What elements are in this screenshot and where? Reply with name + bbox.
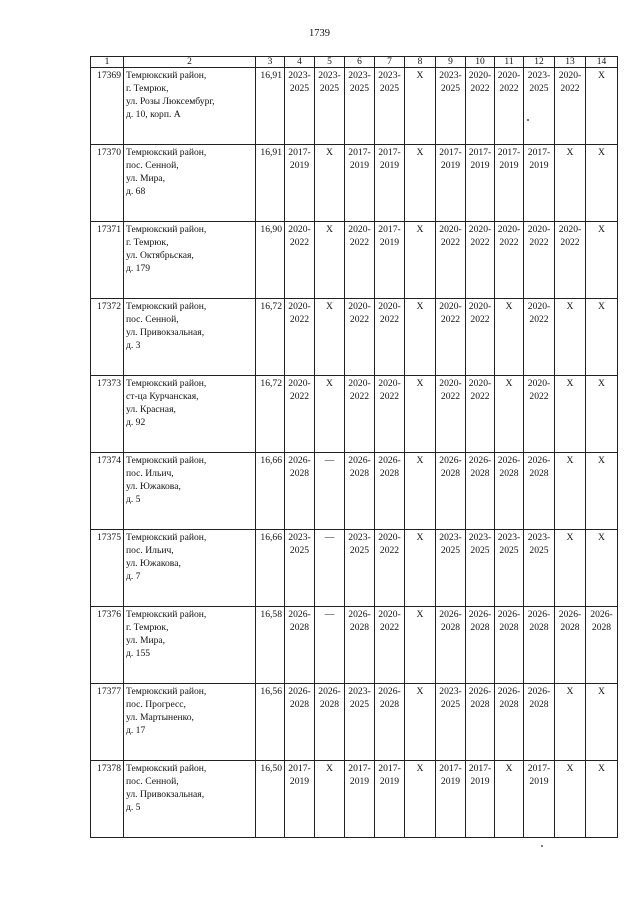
period-cell-col-13: X — [555, 684, 586, 761]
column-number-12: 12 — [524, 57, 555, 68]
period-cell-col-7: 2017- 2019 — [375, 222, 405, 299]
column-number-7: 7 — [375, 57, 405, 68]
table-row — [91, 453, 618, 530]
period-cell-col-5: — — [315, 453, 345, 530]
period-cell-col-8: X — [405, 530, 436, 607]
value-cell: 16,90 — [256, 222, 285, 299]
period-cell-col-5: X — [315, 222, 345, 299]
period-cell-col-8: X — [405, 222, 436, 299]
period-cell-col-10: 2026- 2028 — [466, 684, 495, 761]
value-cell: 16,58 — [256, 607, 285, 684]
period-cell-col-11: 2026- 2028 — [495, 453, 524, 530]
address-cell: Темрюкский район, г. Темрюк, ул. Октябрьская, д. 179 — [124, 222, 256, 299]
period-cell-col-4: 2026- 2028 — [285, 607, 315, 684]
period-cell-col-7: 2020- 2022 — [375, 607, 405, 684]
period-cell-col-12: 2023- 2025 — [524, 530, 555, 607]
period-cell-col-12: 2020- 2022 — [524, 376, 555, 453]
period-cell-col-13: 2026- 2028 — [555, 607, 586, 684]
value-cell: 16,72 — [256, 299, 285, 376]
period-cell-col-8: X — [405, 607, 436, 684]
address-cell: Темрюкский район, пос. Сенной, ул. Привокзальная, д. 5 — [124, 761, 256, 838]
period-cell-col-7: 2020- 2022 — [375, 299, 405, 376]
column-number-11: 11 — [495, 57, 524, 68]
column-number-13: 13 — [555, 57, 586, 68]
period-cell-col-12: 2020- 2022 — [524, 299, 555, 376]
period-cell-col-4: 2017- 2019 — [285, 761, 315, 838]
period-cell-col-5: X — [315, 376, 345, 453]
period-cell-col-9: 2017- 2019 — [436, 145, 466, 222]
period-cell-col-7: 2017- 2019 — [375, 145, 405, 222]
column-number-8: 8 — [405, 57, 436, 68]
period-cell-col-5: — — [315, 607, 345, 684]
row-number-cell: 17370 — [91, 145, 124, 222]
period-cell-col-9: 2023- 2025 — [436, 530, 466, 607]
period-cell-col-9: 2023- 2025 — [436, 68, 466, 145]
table-row — [91, 376, 618, 453]
period-cell-col-14: X — [586, 761, 618, 838]
period-cell-col-12: 2017- 2019 — [524, 145, 555, 222]
period-cell-col-13: 2020- 2022 — [555, 68, 586, 145]
table-row — [91, 607, 618, 684]
row-number-cell: 17375 — [91, 530, 124, 607]
table-row — [91, 761, 618, 838]
period-cell-col-10: 2020- 2022 — [466, 222, 495, 299]
value-cell: 16,72 — [256, 376, 285, 453]
row-number-cell: 17378 — [91, 761, 124, 838]
period-cell-col-4: 2020- 2022 — [285, 376, 315, 453]
period-cell-col-9: 2017- 2019 — [436, 761, 466, 838]
period-cell-col-9: 2023- 2025 — [436, 684, 466, 761]
period-cell-col-14: X — [586, 453, 618, 530]
address-cell: Темрюкский район, пос. Сенной, ул. Мира, д. 68 — [124, 145, 256, 222]
column-number-9: 9 — [436, 57, 466, 68]
column-number-5: 5 — [315, 57, 345, 68]
value-cell: 16,66 — [256, 453, 285, 530]
period-cell-col-7: 2023- 2025 — [375, 68, 405, 145]
period-cell-col-10: 2026- 2028 — [466, 453, 495, 530]
period-cell-col-12: 2026- 2028 — [524, 684, 555, 761]
period-cell-col-5: X — [315, 761, 345, 838]
period-cell-col-6: 2026- 2028 — [345, 607, 375, 684]
period-cell-col-13: X — [555, 530, 586, 607]
period-cell-col-12: 2026- 2028 — [524, 453, 555, 530]
column-number-2: 2 — [124, 57, 256, 68]
period-cell-col-14: X — [586, 222, 618, 299]
period-cell-col-13: X — [555, 145, 586, 222]
scan-mark — [527, 119, 529, 121]
period-cell-col-12: 2020- 2022 — [524, 222, 555, 299]
period-cell-col-11: 2020- 2022 — [495, 222, 524, 299]
period-cell-col-4: 2026- 2028 — [285, 453, 315, 530]
row-number-cell: 17371 — [91, 222, 124, 299]
period-cell-col-12: 2026- 2028 — [524, 607, 555, 684]
value-cell: 16,91 — [256, 68, 285, 145]
column-number-1: 1 — [91, 57, 124, 68]
period-cell-col-4: 2017- 2019 — [285, 145, 315, 222]
period-cell-col-11: X — [495, 376, 524, 453]
period-cell-col-11: 2017- 2019 — [495, 145, 524, 222]
table-row — [91, 68, 618, 145]
table-row — [91, 222, 618, 299]
period-cell-col-14: X — [586, 145, 618, 222]
row-number-cell: 17369 — [91, 68, 124, 145]
period-cell-col-6: 2023- 2025 — [345, 530, 375, 607]
period-cell-col-6: 2020- 2022 — [345, 299, 375, 376]
table-row — [91, 530, 618, 607]
period-cell-col-8: X — [405, 145, 436, 222]
period-cell-col-14: 2026- 2028 — [586, 607, 618, 684]
period-cell-col-11: 2026- 2028 — [495, 684, 524, 761]
period-cell-col-14: X — [586, 376, 618, 453]
period-cell-col-4: 2020- 2022 — [285, 222, 315, 299]
column-number-4: 4 — [285, 57, 315, 68]
period-cell-col-8: X — [405, 376, 436, 453]
value-cell: 16,50 — [256, 761, 285, 838]
period-cell-col-9: 2026- 2028 — [436, 453, 466, 530]
column-number-row — [91, 57, 618, 68]
period-cell-col-5: X — [315, 145, 345, 222]
value-cell: 16,91 — [256, 145, 285, 222]
period-cell-col-10: 2026- 2028 — [466, 607, 495, 684]
period-cell-col-13: X — [555, 761, 586, 838]
period-cell-col-9: 2026- 2028 — [436, 607, 466, 684]
value-cell: 16,56 — [256, 684, 285, 761]
period-cell-col-10: 2020- 2022 — [466, 68, 495, 145]
period-cell-col-7: 2020- 2022 — [375, 376, 405, 453]
period-cell-col-4: 2020- 2022 — [285, 299, 315, 376]
period-cell-col-5: 2023- 2025 — [315, 68, 345, 145]
period-cell-col-11: 2026- 2028 — [495, 607, 524, 684]
period-cell-col-8: X — [405, 761, 436, 838]
housing-register-table — [90, 56, 618, 838]
address-cell: Темрюкский район, г. Темрюк, ул. Мира, д. 155 — [124, 607, 256, 684]
period-cell-col-6: 2023- 2025 — [345, 68, 375, 145]
scan-mark — [541, 845, 543, 847]
column-number-10: 10 — [466, 57, 495, 68]
row-number-cell: 17373 — [91, 376, 124, 453]
value-cell: 16,66 — [256, 530, 285, 607]
period-cell-col-11: 2023- 2025 — [495, 530, 524, 607]
period-cell-col-14: X — [586, 299, 618, 376]
period-cell-col-5: X — [315, 299, 345, 376]
period-cell-col-13: X — [555, 453, 586, 530]
period-cell-col-10: 2017- 2019 — [466, 761, 495, 838]
period-cell-col-7: 2026- 2028 — [375, 684, 405, 761]
period-cell-col-7: 2020- 2022 — [375, 530, 405, 607]
table-row — [91, 145, 618, 222]
period-cell-col-13: X — [555, 299, 586, 376]
period-cell-col-14: X — [586, 530, 618, 607]
period-cell-col-6: 2017- 2019 — [345, 761, 375, 838]
period-cell-col-14: X — [586, 68, 618, 145]
period-cell-col-10: 2023- 2025 — [466, 530, 495, 607]
column-number-3: 3 — [256, 57, 285, 68]
period-cell-col-9: 2020- 2022 — [436, 222, 466, 299]
period-cell-col-6: 2017- 2019 — [345, 145, 375, 222]
period-cell-col-7: 2026- 2028 — [375, 453, 405, 530]
period-cell-col-13: 2020- 2022 — [555, 222, 586, 299]
period-cell-col-9: 2020- 2022 — [436, 376, 466, 453]
row-number-cell: 17376 — [91, 607, 124, 684]
period-cell-col-6: 2023- 2025 — [345, 684, 375, 761]
period-cell-col-12: 2017- 2019 — [524, 761, 555, 838]
period-cell-col-11: X — [495, 299, 524, 376]
row-number-cell: 17377 — [91, 684, 124, 761]
period-cell-col-10: 2020- 2022 — [466, 299, 495, 376]
column-number-6: 6 — [345, 57, 375, 68]
period-cell-col-8: X — [405, 68, 436, 145]
period-cell-col-8: X — [405, 453, 436, 530]
row-number-cell: 17372 — [91, 299, 124, 376]
column-number-14: 14 — [586, 57, 618, 68]
period-cell-col-4: 2023- 2025 — [285, 530, 315, 607]
period-cell-col-6: 2020- 2022 — [345, 222, 375, 299]
period-cell-col-10: 2020- 2022 — [466, 376, 495, 453]
period-cell-col-8: X — [405, 684, 436, 761]
table-row — [91, 299, 618, 376]
address-cell: Темрюкский район, г. Темрюк, ул. Розы Люксембург, д. 10, корп. А — [124, 68, 256, 145]
table-body — [91, 68, 618, 838]
address-cell: Темрюкский район, пос. Ильич, ул. Южакова, д. 5 — [124, 453, 256, 530]
period-cell-col-9: 2020- 2022 — [436, 299, 466, 376]
row-number-cell: 17374 — [91, 453, 124, 530]
period-cell-col-4: 2023- 2025 — [285, 68, 315, 145]
period-cell-col-13: X — [555, 376, 586, 453]
address-cell: Темрюкский район, пос. Ильич, ул. Южакова, д. 7 — [124, 530, 256, 607]
table-row — [91, 684, 618, 761]
address-cell: Темрюкский район, ст-ца Курчанская, ул. Красная, д. 92 — [124, 376, 256, 453]
period-cell-col-11: X — [495, 761, 524, 838]
period-cell-col-5: — — [315, 530, 345, 607]
period-cell-col-7: 2017- 2019 — [375, 761, 405, 838]
period-cell-col-4: 2026- 2028 — [285, 684, 315, 761]
period-cell-col-6: 2020- 2022 — [345, 376, 375, 453]
period-cell-col-8: X — [405, 299, 436, 376]
period-cell-col-11: 2020- 2022 — [495, 68, 524, 145]
address-cell: Темрюкский район, пос. Прогресс, ул. Мартыненко, д. 17 — [124, 684, 256, 761]
period-cell-col-10: 2017- 2019 — [466, 145, 495, 222]
period-cell-col-12: 2023- 2025 — [524, 68, 555, 145]
page-number: 1739 — [309, 28, 330, 39]
period-cell-col-6: 2026- 2028 — [345, 453, 375, 530]
address-cell: Темрюкский район, пос. Сенной, ул. Привокзальная, д. 3 — [124, 299, 256, 376]
period-cell-col-5: 2026- 2028 — [315, 684, 345, 761]
period-cell-col-14: X — [586, 684, 618, 761]
